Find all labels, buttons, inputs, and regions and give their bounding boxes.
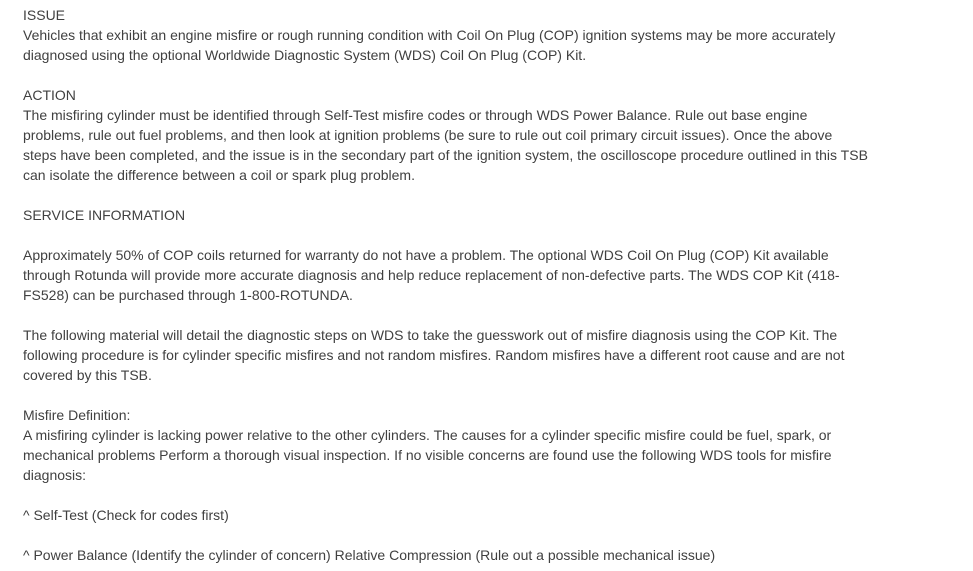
text-block — [23, 505, 868, 525]
document-text-area — [23, 5, 868, 565]
paragraph: Approximately 50% of COP coils returned for warranty do not have a problem. The optional WDS Coil On Plug (COP) Kit available through Rotunda will provide more accurate diagnosis and help reduce replacement of non-defective parts. The WDS COP Kit (418-FS528) can be purchased through 1-800-ROTUNDA. — [23, 247, 840, 303]
section-heading: SERVICE INFORMATION — [23, 207, 186, 223]
text-block — [23, 325, 868, 385]
paragraph: The following material will detail the diagnostic steps on WDS to take the guesswork out of misfire diagnosis using the COP Kit. The following procedure is for cylinder specific misfires and not random misfires. Random misfires have a different root cause and are not covered by this TSB. — [23, 327, 845, 383]
paragraph: The misfiring cylinder must be identified through Self-Test misfire codes or through WDS Power Balance. Rule out base engine problems, rule out fuel problems, and then look at ignition problems (be sure to rule out coil primary circuit issues). Once the above steps have been completed, and the issue is in the secondary part of the ignition system, the oscilloscope procedure outlined in this TSB can isolate the difference between a coil or spark plug problem. — [23, 107, 868, 183]
text-block — [23, 5, 868, 65]
section-heading: Misfire Definition: — [23, 407, 131, 423]
paragraph: ^ Self-Test (Check for codes first) — [23, 507, 229, 523]
text-block — [23, 405, 868, 485]
paragraph: A misfiring cylinder is lacking power relative to the other cylinders. The causes for a cylinder specific misfire could be fuel, spark, or mechanical problems Perform a thorough visual inspection. If no visible concerns are found use the following WDS tools for misfire diagnosis: — [23, 427, 832, 483]
paragraph: ^ Power Balance (Identify the cylinder of concern) Relative Compression (Rule out a possible mechanical issue) — [23, 547, 716, 563]
text-block — [23, 205, 868, 225]
text-block — [23, 245, 868, 305]
section-heading: ISSUE — [23, 7, 66, 23]
text-block — [23, 85, 868, 185]
text-block — [23, 545, 868, 565]
paragraph: Vehicles that exhibit an engine misfire or rough running condition with Coil On Plug (COP) ignition systems may be more accurately diagnosed using the optional Worldwide Diagnostic System (WDS) Coil On Plug (COP) Kit. — [23, 27, 836, 63]
section-heading: ACTION — [23, 87, 76, 103]
